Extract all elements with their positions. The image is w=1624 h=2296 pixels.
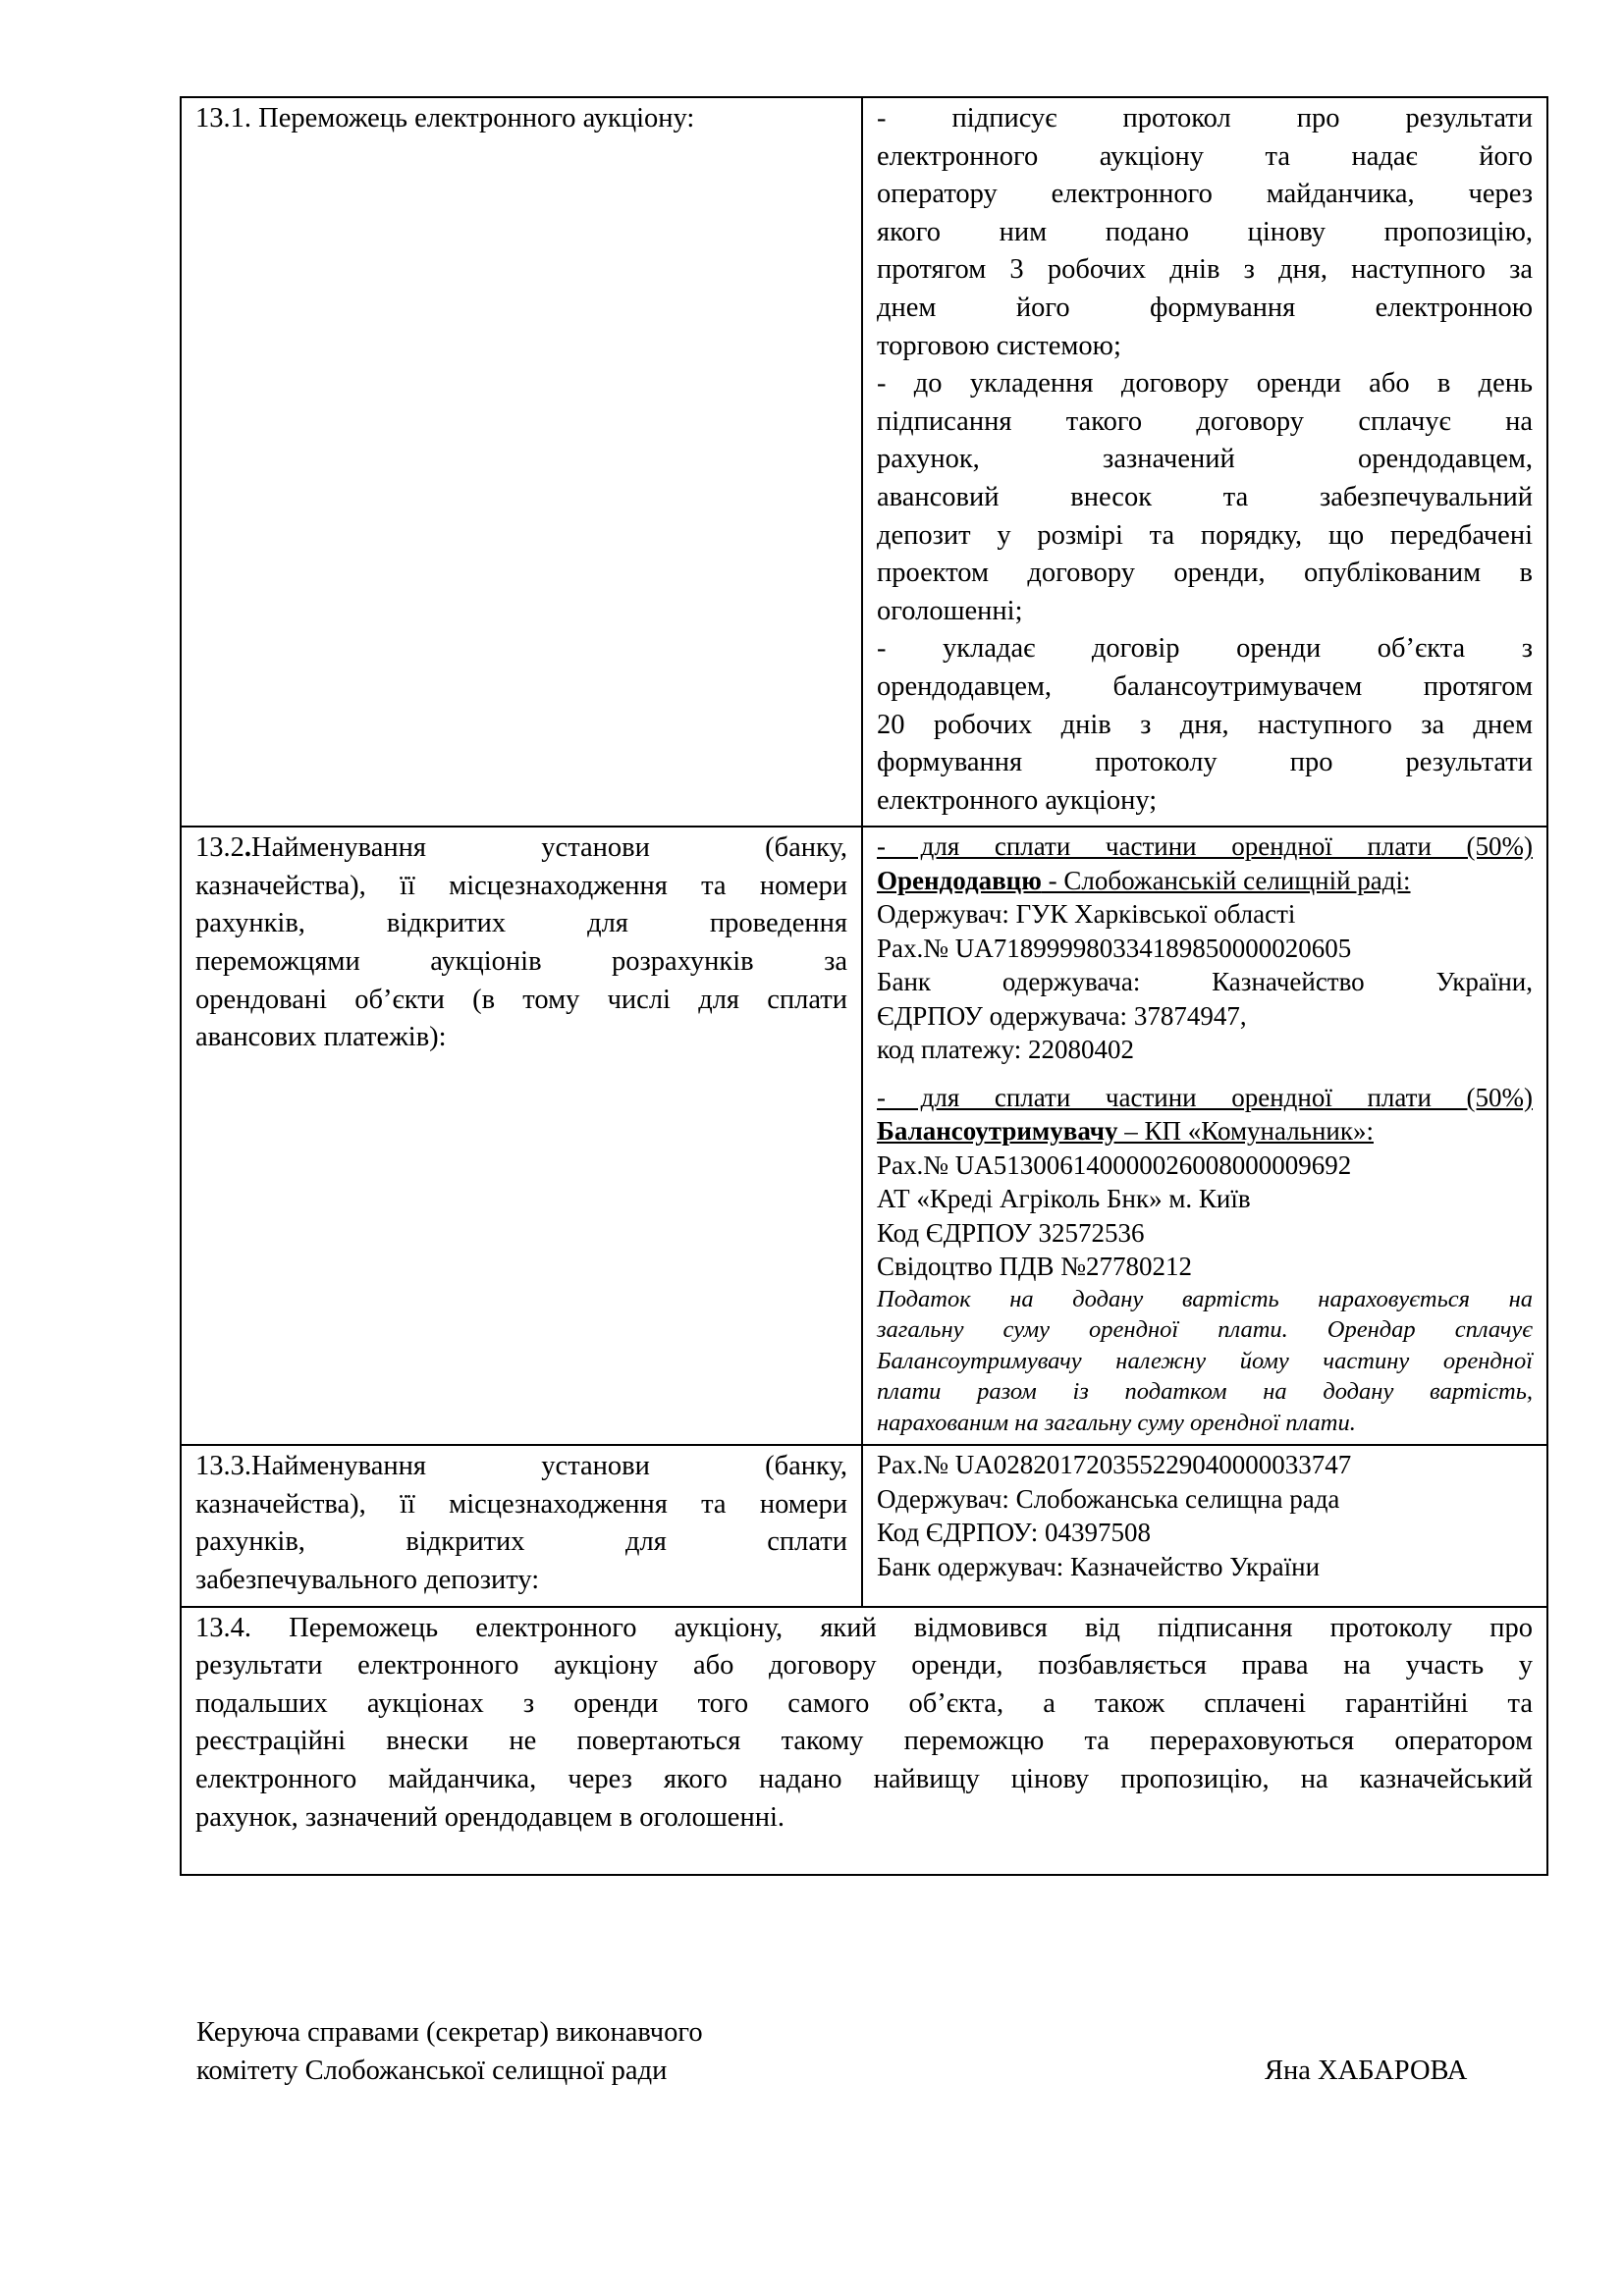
landlord-iban: Рах.№ UA718999980334189850000020605 [877, 933, 1352, 963]
obligation-line: формування протоколу про результати [877, 747, 1533, 778]
deposit-account-line: Рах.№ UA028201720355229040000033747 [877, 1450, 1352, 1480]
signatory-position [196, 2014, 703, 2090]
row-13-3-label-line: 13.3.Найменування установи (банку, [195, 1451, 847, 1482]
obligation-line: оголошенні; [877, 595, 1023, 626]
row-13-3 [181, 1445, 1547, 1606]
obligation-line: - до укладення договору оренди або в день [877, 368, 1533, 400]
row-13-2-label-line [195, 829, 847, 868]
row-13-1 [181, 97, 1547, 827]
holder-label: Балансоутримувачу [877, 1116, 1118, 1147]
holder-share-line: - для сплати частини орендної плати (50%) [877, 1082, 1533, 1112]
obligation-line: якого ним подано цінову пропозицію, [877, 216, 1533, 247]
landlord-label: Орендодавцю [877, 865, 1042, 895]
row-13-2-label [181, 827, 862, 1445]
obligation-line: авансовий внесок та забезпечувальний [877, 481, 1533, 512]
item-number-dot: . [244, 832, 251, 864]
refusal-clause-line: подальших аукціонах з оренди того самого об’єкта, а також сплачені гарантійні та [195, 1687, 1533, 1719]
holder-vat-certificate: Свідоцтво ПДВ №27780212 [877, 1252, 1192, 1282]
refusal-clause-line: рахунок, зазначений орендодавцем в оголошенні. [195, 1801, 785, 1833]
row-13-2-label-line: орендовані об’єкти (в тому числі для сплати [195, 984, 847, 1015]
row-13-3-content [862, 1445, 1547, 1606]
row-13-2-label-line: переможцями аукціонів розрахунків за [195, 946, 847, 978]
landlord-name: - Слобожанській селищній раді: [1041, 865, 1411, 895]
row-13-2-label-line: казначейства), її місцезнаходження та номери [195, 870, 847, 901]
row-13-1-content [862, 97, 1547, 827]
obligation-line: - укладає договір оренди об’єкта з [877, 633, 1533, 665]
holder-recipient-line [877, 1114, 1533, 1148]
signatory-position-line2: комітету Слобожанської селищної ради [196, 2055, 668, 2086]
item-number: 13.2 [195, 832, 244, 864]
holder-edrpou: Код ЄДРПОУ 32572536 [877, 1217, 1145, 1248]
vat-note [877, 1284, 1533, 1439]
holder-name: – КП «Комунальник»: [1117, 1116, 1374, 1147]
holder-iban: Рах.№ UA513006140000026008000009692 [877, 1149, 1352, 1180]
obligation-line: підписання такого договору сплачує на [877, 405, 1533, 437]
row-13-1-label-text: 13.1. Переможець електронного аукціону: [195, 103, 695, 133]
refusal-clause-line: результати електронного аукціону або договору оренди, позбавляється права на участь у [195, 1650, 1533, 1682]
balance-holder-account-block [877, 1081, 1533, 1439]
vat-note-line: нарахованим на загальну суму орендної плати. [877, 1409, 1356, 1436]
obligation-line: 20 робочих днів з дня, наступного за днем [877, 709, 1533, 740]
landlord-share-line: - для сплати частини орендної плати (50%) [877, 831, 1533, 862]
vat-note-line: плати разом із податком на додану вартість, [877, 1378, 1533, 1406]
obligation-line: депозит у розмірі та порядку, що передбачені [877, 519, 1533, 551]
row-13-2-label-line: авансових платежів): [195, 1022, 447, 1053]
row-13-2-label-line: рахунків, відкритих для проведення [195, 908, 847, 939]
landlord-edrpou: ЄДРПОУ одержувача: 37874947, [877, 1000, 1247, 1031]
obligation-line: орендодавцем, балансоутримувачем протягом [877, 670, 1533, 702]
obligation-line: рахунок, зазначений орендодавцем, [877, 444, 1533, 475]
refusal-clause-line: 13.4. Переможець електронного аукціону, який відмовився від підписання протоколу про [195, 1612, 1533, 1643]
refusal-clause-line: реєстраційні внески не повертаються такому переможцю та перераховуються оператором [195, 1726, 1533, 1757]
vat-note-line: Балансоутримувачу належну йому частину орендної [877, 1347, 1533, 1374]
row-13-2-content [862, 827, 1547, 1445]
row-13-3-label-line: рахунків, відкритих для сплати [195, 1526, 847, 1558]
obligation-line: днем його формування електронною [877, 292, 1533, 323]
vat-note-line: загальну суму орендної плати. Орендар сплачує [877, 1316, 1533, 1344]
signatory-name: Яна ХАБАРОВА [1265, 2056, 1468, 2086]
signatory-position-line1: Керуюча справами (секретар) виконавчого [196, 2017, 703, 2048]
row-13-3-label-line: казначейства), її місцезнаходження та номери [195, 1488, 847, 1520]
landlord-recipient-line [877, 864, 1533, 898]
obligation-line: - підписує протокол про результати [877, 103, 1533, 133]
refusal-clause-line: електронного майданчика, через якого надано найвищу цінову пропозицію, на казначейський [195, 1764, 1533, 1795]
landlord-bank: Банк одержувача: Казначейство України, [877, 967, 1533, 997]
row-13-1-label [181, 97, 862, 827]
row-13-3-label-line: забезпечувального депозиту: [195, 1565, 540, 1596]
row-13-3-label [181, 1445, 862, 1606]
deposit-account-line: Код ЄДРПОУ: 04397508 [877, 1518, 1151, 1548]
auction-terms-table [180, 96, 1548, 1876]
obligation-line: проектом договору оренди, опублікованим в [877, 558, 1533, 589]
deposit-account-line: Банк одержувач: Казначейство України [877, 1551, 1321, 1581]
obligation-line: протягом 3 робочих днів з дня, наступного за [877, 254, 1533, 286]
landlord-account-block [877, 829, 1533, 1067]
holder-bank: АТ «Креді Агріколь Бнк» м. Київ [877, 1184, 1251, 1214]
row-13-4 [181, 1607, 1547, 1876]
row-13-4-content [181, 1607, 1547, 1876]
obligation-line: електронного аукціону та надає його [877, 140, 1533, 172]
obligation-line: електронного аукціону; [877, 784, 1158, 816]
deposit-account-line: Одержувач: Слобожанська селищна рада [877, 1483, 1340, 1514]
obligation-line: торговою системою; [877, 330, 1121, 361]
obligation-line: оператору електронного майданчика, через [877, 179, 1533, 210]
vat-note-line: Податок на додану вартість нараховується на [877, 1285, 1533, 1312]
landlord-payee: Одержувач: ГУК Харківської області [877, 899, 1296, 930]
row-13-2 [181, 827, 1547, 1445]
item-label-rest: Найменування установи (банку, [251, 832, 847, 864]
landlord-payment-code: код платежу: 22080402 [877, 1035, 1134, 1065]
